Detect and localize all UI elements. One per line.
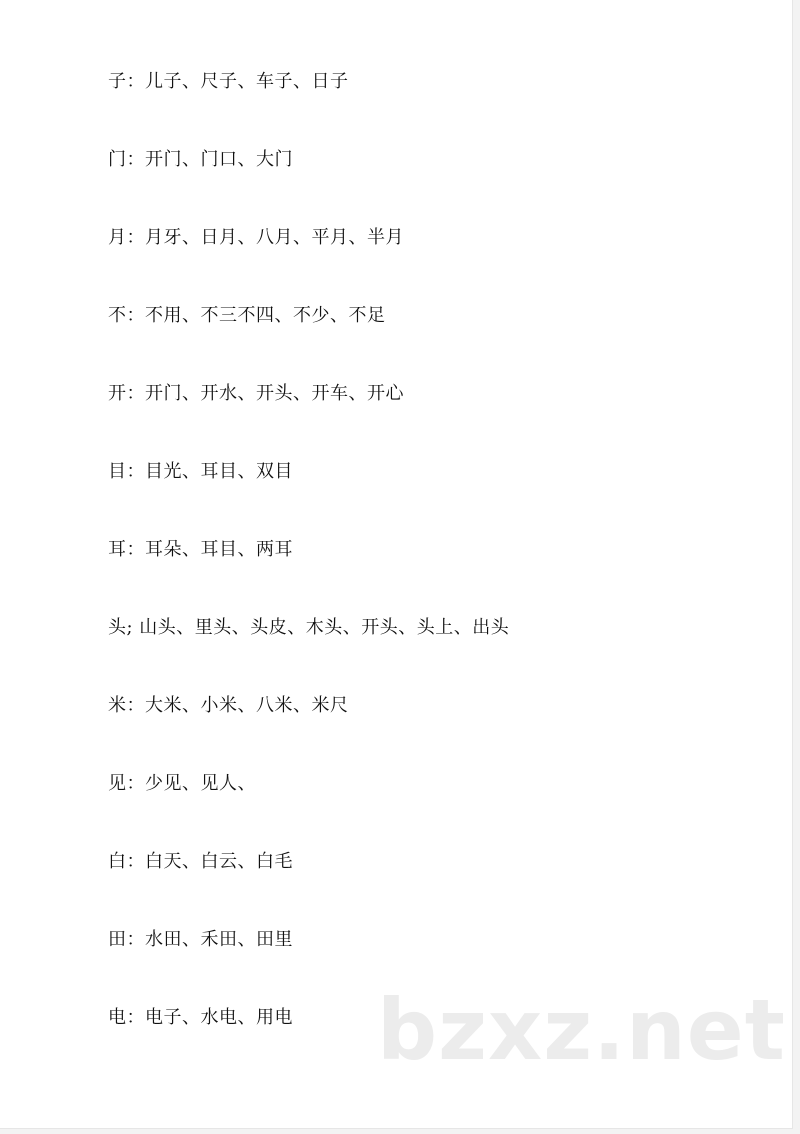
word-line-yue: 月：月牙、日月、八月、平月、半月 [108, 227, 404, 248]
word-line-bai: 白：白天、白云、白毛 [108, 851, 293, 872]
word-line-zi: 子：儿子、尺子、车子、日子 [108, 71, 349, 92]
watermark: bzxz.net [377, 981, 786, 1079]
word-line-tian: 田：水田、禾田、田里 [108, 929, 293, 950]
word-line-mi: 米：大米、小米、八米、米尺 [108, 695, 349, 716]
word-line-tou: 头; 山头、里头、头皮、木头、开头、头上、出头 [108, 617, 510, 638]
word-line-men: 门：开门、门口、大门 [108, 149, 293, 170]
word-line-jian: 见：少见、见人、 [108, 773, 256, 794]
word-line-kai: 开：开门、开水、开头、开车、开心 [108, 383, 404, 404]
word-line-dian: 电：电子、水电、用电 [108, 1007, 293, 1028]
word-line-mu: 目：目光、耳目、双目 [108, 461, 293, 482]
word-line-er: 耳：耳朵、耳目、两耳 [108, 539, 293, 560]
word-line-bu: 不：不用、不三不四、不少、不足 [108, 305, 386, 326]
